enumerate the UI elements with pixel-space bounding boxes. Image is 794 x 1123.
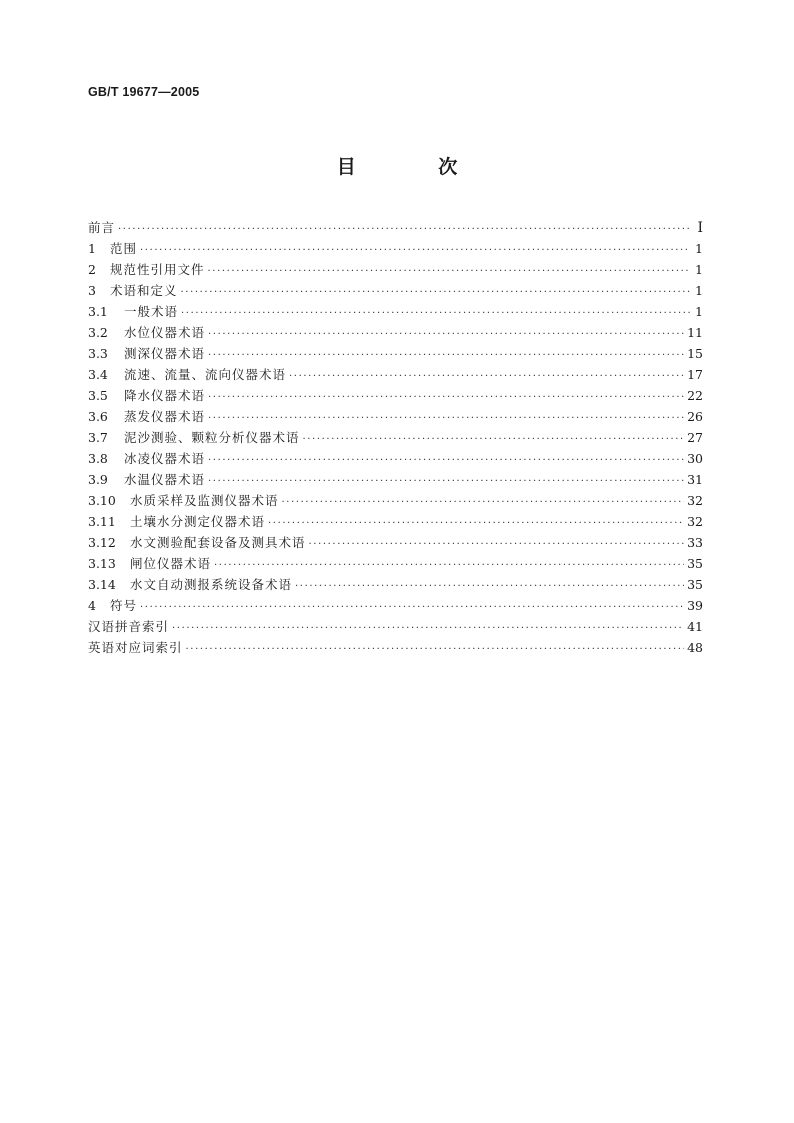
toc-entry[interactable] bbox=[88, 448, 703, 469]
toc-entry-number: 3.2 bbox=[88, 325, 108, 340]
toc-entry-label bbox=[88, 490, 279, 511]
toc-entry-label bbox=[88, 280, 178, 301]
toc-entry-number: 3.3 bbox=[88, 346, 108, 361]
toc-entry-number: 3.13 bbox=[88, 556, 116, 571]
toc-leader-dots bbox=[208, 450, 684, 471]
toc-entry[interactable] bbox=[88, 301, 703, 322]
toc-entry-page: 1 bbox=[695, 283, 703, 298]
toc-entry-label bbox=[88, 343, 205, 364]
toc-entry[interactable] bbox=[88, 238, 703, 259]
toc-leader-dots bbox=[172, 618, 684, 639]
toc-entry-text: 降水仪器术语 bbox=[124, 388, 206, 403]
toc-entry-label bbox=[88, 532, 306, 553]
toc-entry-text: 测深仪器术语 bbox=[124, 346, 206, 361]
toc-entry[interactable] bbox=[88, 469, 703, 490]
toc-entry-label bbox=[88, 322, 205, 343]
toc-entry-page: 41 bbox=[687, 619, 703, 634]
toc-entry[interactable] bbox=[88, 259, 703, 280]
toc-entry-number: 3.10 bbox=[88, 493, 116, 508]
toc-entry-label bbox=[88, 385, 205, 406]
toc-entry-text: 术语和定义 bbox=[110, 283, 178, 298]
toc-entry-number: 3.8 bbox=[88, 451, 108, 466]
toc-entry[interactable] bbox=[88, 217, 703, 238]
toc-entry[interactable] bbox=[88, 322, 703, 343]
toc-entry-label bbox=[88, 511, 265, 532]
toc-entry-text: 符号 bbox=[110, 598, 138, 613]
toc-entry-text: 水位仪器术语 bbox=[124, 325, 206, 340]
toc-leader-dots bbox=[208, 324, 684, 345]
toc-entry-label bbox=[88, 406, 205, 427]
toc-entry-text: 土壤水分测定仪器术语 bbox=[130, 514, 266, 529]
toc-entry[interactable] bbox=[88, 532, 703, 553]
toc-entry-number: 4 bbox=[88, 598, 96, 613]
toc-entry-number: 3 bbox=[88, 283, 96, 298]
toc-entry-number: 3.4 bbox=[88, 367, 108, 382]
toc-entry-page: 30 bbox=[687, 451, 703, 466]
toc-leader-dots bbox=[118, 219, 690, 240]
toc-entry-page: 22 bbox=[687, 388, 703, 403]
toc-entry-text: 水文测验配套设备及测具术语 bbox=[130, 535, 306, 550]
toc-leader-dots bbox=[295, 576, 684, 597]
table-of-contents bbox=[88, 217, 703, 658]
toc-entry-text: 泥沙测验、颗粒分析仪器术语 bbox=[124, 430, 300, 445]
toc-entry-label bbox=[88, 259, 205, 280]
toc-leader-dots bbox=[186, 639, 685, 660]
toc-entry[interactable] bbox=[88, 574, 703, 595]
toc-entry[interactable] bbox=[88, 553, 703, 574]
toc-entry-page: 31 bbox=[687, 472, 703, 487]
toc-entry[interactable] bbox=[88, 406, 703, 427]
toc-leader-dots bbox=[181, 303, 690, 324]
document-code: GB/T 19677—2005 bbox=[88, 85, 200, 99]
toc-entry-number: 3.11 bbox=[88, 514, 116, 529]
toc-leader-dots bbox=[208, 345, 684, 366]
toc-leader-dots bbox=[208, 387, 684, 408]
toc-entry-page: 35 bbox=[687, 556, 703, 571]
toc-entry-text: 流速、流量、流向仪器术语 bbox=[124, 367, 287, 382]
toc-entry-label bbox=[88, 469, 205, 490]
toc-leader-dots bbox=[208, 408, 684, 429]
toc-entry-page: 33 bbox=[687, 535, 703, 550]
toc-leader-dots bbox=[208, 471, 684, 492]
toc-entry-text: 范围 bbox=[110, 241, 138, 256]
toc-entry-text: 闸位仪器术语 bbox=[130, 556, 212, 571]
toc-entry-text: 水质采样及监测仪器术语 bbox=[130, 493, 279, 508]
toc-entry-number: 3.6 bbox=[88, 409, 108, 424]
toc-entry-number: 1 bbox=[88, 241, 96, 256]
toc-leader-dots bbox=[140, 597, 684, 618]
toc-entry-page: 17 bbox=[687, 367, 703, 382]
toc-entry-number: 3.7 bbox=[88, 430, 108, 445]
toc-leader-dots bbox=[268, 513, 684, 534]
toc-leader-dots bbox=[214, 555, 684, 576]
toc-entry[interactable] bbox=[88, 616, 703, 637]
toc-entry-page: 15 bbox=[687, 346, 703, 361]
toc-entry-text: 蒸发仪器术语 bbox=[124, 409, 206, 424]
page-title: 目 次 bbox=[336, 156, 496, 178]
toc-leader-dots bbox=[309, 534, 685, 555]
toc-entry-text: 一般术语 bbox=[124, 304, 179, 319]
toc-entry-text: 水文自动测报系统设备术语 bbox=[130, 577, 293, 592]
toc-entry-page: 26 bbox=[687, 409, 703, 424]
toc-leader-dots bbox=[208, 261, 690, 282]
toc-entry-page: 27 bbox=[687, 430, 703, 445]
toc-entry[interactable] bbox=[88, 490, 703, 511]
toc-entry-number: 3.9 bbox=[88, 472, 108, 487]
toc-entry-label bbox=[88, 574, 292, 595]
toc-entry-number: 2 bbox=[88, 262, 96, 277]
toc-entry-page: 1 bbox=[695, 241, 703, 256]
toc-entry[interactable] bbox=[88, 427, 703, 448]
toc-entry[interactable] bbox=[88, 511, 703, 532]
toc-entry[interactable] bbox=[88, 364, 703, 385]
toc-entry-page: 11 bbox=[687, 325, 703, 340]
toc-entry-label bbox=[88, 217, 115, 238]
toc-entry[interactable] bbox=[88, 595, 703, 616]
toc-entry-text: 水温仪器术语 bbox=[124, 472, 206, 487]
toc-entry-text: 汉语拼音索引 bbox=[88, 619, 170, 634]
toc-entry-number: 3.12 bbox=[88, 535, 116, 550]
toc-leader-dots bbox=[282, 492, 685, 513]
toc-entry-label bbox=[88, 553, 211, 574]
toc-entry-text: 冰凌仪器术语 bbox=[124, 451, 206, 466]
toc-entry-label bbox=[88, 301, 178, 322]
toc-leader-dots bbox=[140, 240, 690, 261]
toc-entry-page: 32 bbox=[687, 514, 703, 529]
toc-entry-page: 39 bbox=[687, 598, 703, 613]
toc-entry-text: 前言 bbox=[88, 220, 116, 235]
toc-entry-page: 1 bbox=[695, 304, 703, 319]
toc-entry-label bbox=[88, 238, 137, 259]
toc-entry-page: 1 bbox=[695, 262, 703, 277]
toc-entry-text: 英语对应词索引 bbox=[88, 640, 183, 655]
toc-entry-page: 35 bbox=[687, 577, 703, 592]
toc-entry-text: 规范性引用文件 bbox=[110, 262, 205, 277]
toc-entry[interactable] bbox=[88, 637, 703, 658]
toc-entry-page: Ⅰ bbox=[697, 221, 703, 236]
toc-entry-label bbox=[88, 595, 137, 616]
toc-leader-dots bbox=[289, 366, 684, 387]
toc-entry-label bbox=[88, 448, 205, 469]
toc-entry-label bbox=[88, 637, 183, 658]
toc-entry-number: 3.1 bbox=[88, 304, 108, 319]
toc-entry-label bbox=[88, 616, 169, 637]
toc-entry[interactable] bbox=[88, 280, 703, 301]
toc-entry-page: 48 bbox=[687, 640, 703, 655]
toc-entry-label bbox=[88, 427, 300, 448]
toc-entry[interactable] bbox=[88, 343, 703, 364]
toc-entry-page: 32 bbox=[687, 493, 703, 508]
toc-leader-dots bbox=[303, 429, 685, 450]
toc-entry[interactable] bbox=[88, 385, 703, 406]
toc-entry-number: 3.5 bbox=[88, 388, 108, 403]
toc-entry-label bbox=[88, 364, 286, 385]
toc-leader-dots bbox=[181, 282, 690, 303]
toc-entry-number: 3.14 bbox=[88, 577, 116, 592]
